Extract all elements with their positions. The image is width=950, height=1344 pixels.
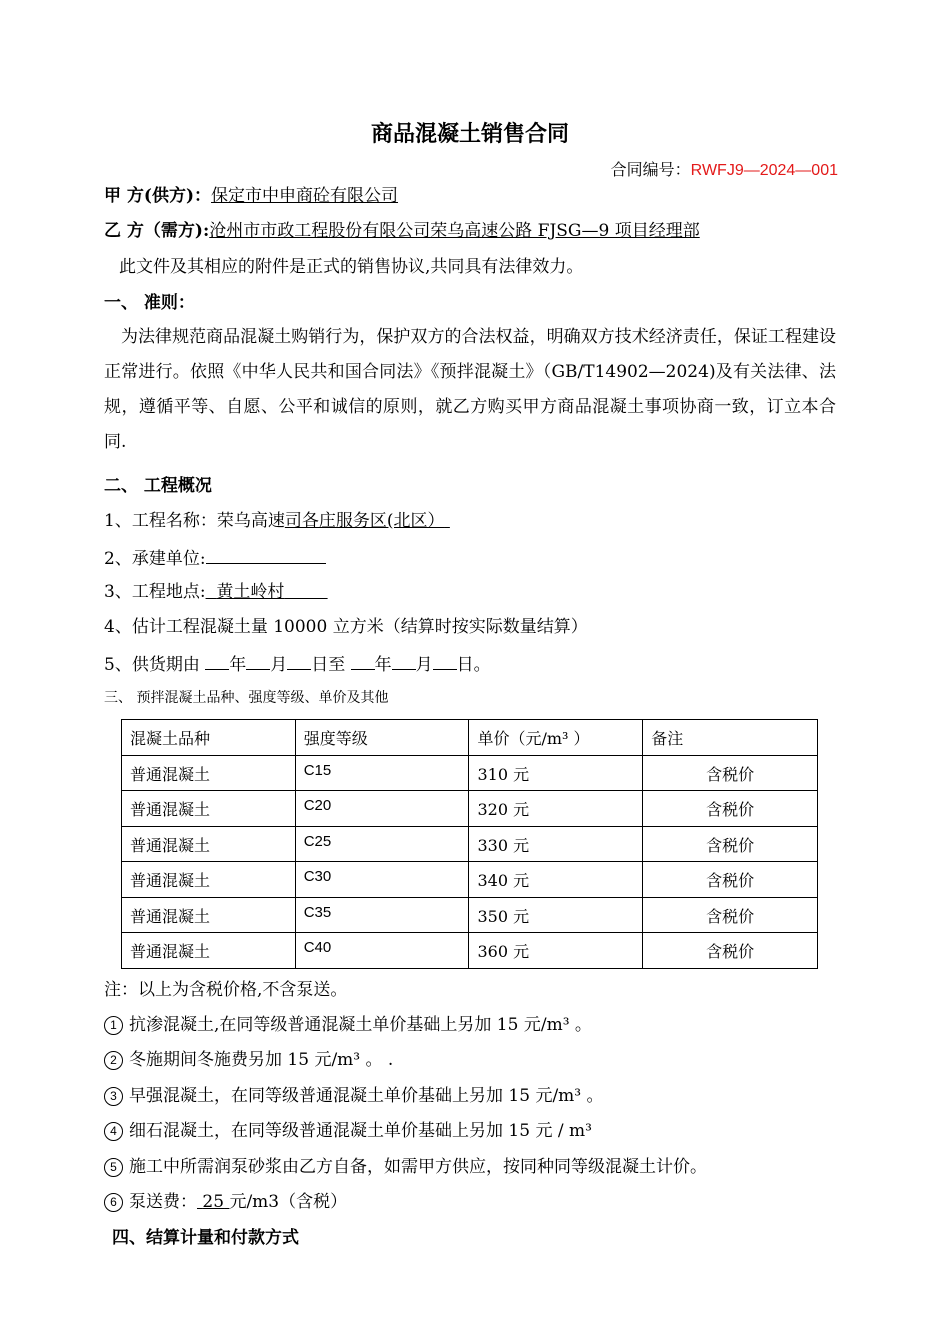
project-name bbox=[104, 511, 450, 531]
table-cell: 普通混凝土 bbox=[122, 862, 296, 898]
table-cell: 350 元 bbox=[469, 897, 643, 933]
party-a-value: 保定市中申商砼有限公司 bbox=[211, 186, 399, 206]
header-cell: 混凝土品种 bbox=[122, 720, 296, 756]
contractor-label: 2、承建单位: bbox=[104, 549, 206, 569]
item-number-badge: 4 bbox=[104, 1122, 123, 1141]
contract-number bbox=[611, 160, 838, 180]
table-cell: C30 bbox=[295, 862, 469, 898]
contractor-blank bbox=[206, 546, 326, 564]
item-number-badge: 5 bbox=[104, 1158, 123, 1177]
table-cell: 340 元 bbox=[469, 862, 643, 898]
pump-fee-value: 25 bbox=[202, 1192, 225, 1212]
table-cell: 320 元 bbox=[469, 791, 643, 827]
table-cell: 含税价 bbox=[643, 933, 818, 969]
table-row bbox=[122, 862, 818, 898]
pump-fee-label: 泵送费： bbox=[129, 1192, 197, 1212]
header-cell: 强度等级 bbox=[295, 720, 469, 756]
item-text: 细石混凝土，在同等级普通混凝土单价基础上另加 15 元 / m³ bbox=[129, 1121, 592, 1141]
table-cell: 含税价 bbox=[643, 897, 818, 933]
pump-fee-suffix: 元/m3（含税） bbox=[229, 1192, 348, 1212]
party-b-label: 乙 方（需方): bbox=[104, 221, 210, 241]
table-cell: 普通混凝土 bbox=[122, 897, 296, 933]
intro-text: 此文件及其相应的附件是正式的销售协议,共同具有法律效力。 bbox=[119, 257, 584, 277]
section1-body: 为法律规范商品混凝土购销行为，保护双方的合法权益，明确双方技术经济责任，保证工程建设正常进行。依照《中华人民共和国合同法》《预拌混凝土》（GB/T14902—2024)及有关法律、法规，遵循平等、自愿、公平和诚信的原则，就乙方购买甲方商品混凝土事项协商一致，订立本合同. bbox=[104, 327, 836, 452]
table-row bbox=[122, 791, 818, 827]
table-cell: 360 元 bbox=[469, 933, 643, 969]
item-number-badge: 1 bbox=[104, 1016, 123, 1035]
table-cell: C20 bbox=[295, 791, 469, 827]
table-cell: 普通混凝土 bbox=[122, 791, 296, 827]
project-location bbox=[104, 582, 328, 602]
table-row bbox=[122, 826, 818, 862]
contract-number-value: RWFJ9—2024—001 bbox=[690, 162, 838, 179]
table-row bbox=[122, 897, 818, 933]
party-a-label: 甲 方(供方)： bbox=[104, 186, 212, 206]
table-cell: 含税价 bbox=[643, 791, 818, 827]
contractor bbox=[104, 546, 326, 569]
project-name-label: 1、工程名称：荣乌高速 bbox=[104, 511, 285, 531]
section1-heading: 一、 准则： bbox=[104, 293, 195, 313]
header-cell: 单价（元/m³ ） bbox=[469, 720, 643, 756]
table-cell: C35 bbox=[295, 897, 469, 933]
project-name-value: 司各庄服务区(北区） bbox=[284, 511, 445, 531]
section2-heading: 二、 工程概况 bbox=[104, 476, 212, 496]
list-item bbox=[104, 1157, 707, 1177]
party-a bbox=[104, 186, 398, 206]
party-b bbox=[104, 221, 700, 241]
header-cell: 备注 bbox=[643, 720, 818, 756]
list-item bbox=[104, 1121, 592, 1141]
table-row bbox=[122, 933, 818, 969]
table-cell: 含税价 bbox=[643, 826, 818, 862]
table-cell: C25 bbox=[295, 826, 469, 862]
table-cell: 330 元 bbox=[469, 826, 643, 862]
document-title: 商品混凝土销售合同 bbox=[370, 121, 569, 147]
party-b-value: 沧州市市政工程股份有限公司荣乌高速公路 FJSG—9 项目经理部 bbox=[209, 221, 700, 241]
item-text: 冬施期间冬施费另加 15 元/m³ 。 . bbox=[129, 1050, 394, 1070]
price-note: 注：以上为含税价格,不含泵送。 bbox=[104, 980, 348, 1000]
table-cell: 含税价 bbox=[643, 862, 818, 898]
item-number-badge: 3 bbox=[104, 1087, 123, 1106]
item-text: 抗渗混凝土,在同等级普通混凝土单价基础上另加 15 元/m³ 。 bbox=[129, 1015, 592, 1035]
table-row bbox=[122, 755, 818, 791]
concrete-volume: 4、估计工程混凝土量 10000 立方米（结算时按实际数量结算） bbox=[104, 617, 588, 637]
table-cell: 含税价 bbox=[643, 755, 818, 791]
list-item bbox=[104, 1086, 604, 1106]
list-item bbox=[104, 1015, 592, 1035]
table-cell: 普通混凝土 bbox=[122, 755, 296, 791]
table-cell: C40 bbox=[295, 933, 469, 969]
section3-heading: 三、 预拌混凝土品种、强度等级、单价及其他 bbox=[104, 690, 389, 706]
contract-number-label: 合同编号： bbox=[610, 160, 691, 179]
item-number-badge: 2 bbox=[104, 1051, 123, 1070]
location-label: 3、工程地点: bbox=[104, 582, 206, 602]
list-item bbox=[104, 1050, 393, 1070]
item-number-badge: 6 bbox=[104, 1193, 123, 1212]
location-value: 黄土岭村 bbox=[216, 582, 285, 602]
table-cell: 普通混凝土 bbox=[122, 826, 296, 862]
item-text: 早强混凝土，在同等级普通混凝土单价基础上另加 15 元/m³ 。 bbox=[129, 1086, 604, 1106]
table-cell: 310 元 bbox=[469, 755, 643, 791]
pump-fee bbox=[104, 1192, 347, 1212]
table-header-row bbox=[122, 720, 818, 756]
table-cell: C15 bbox=[295, 755, 469, 791]
item-text: 施工中所需润泵砂浆由乙方自备，如需甲方供应，按同种同等级混凝土计价。 bbox=[129, 1157, 707, 1177]
supply-period: 5、供货期由 年 月 日至 年 月 日。 bbox=[104, 652, 491, 675]
price-table bbox=[121, 719, 818, 969]
section4-heading: 四、结算计量和付款方式 bbox=[112, 1228, 299, 1248]
table-cell: 普通混凝土 bbox=[122, 933, 296, 969]
